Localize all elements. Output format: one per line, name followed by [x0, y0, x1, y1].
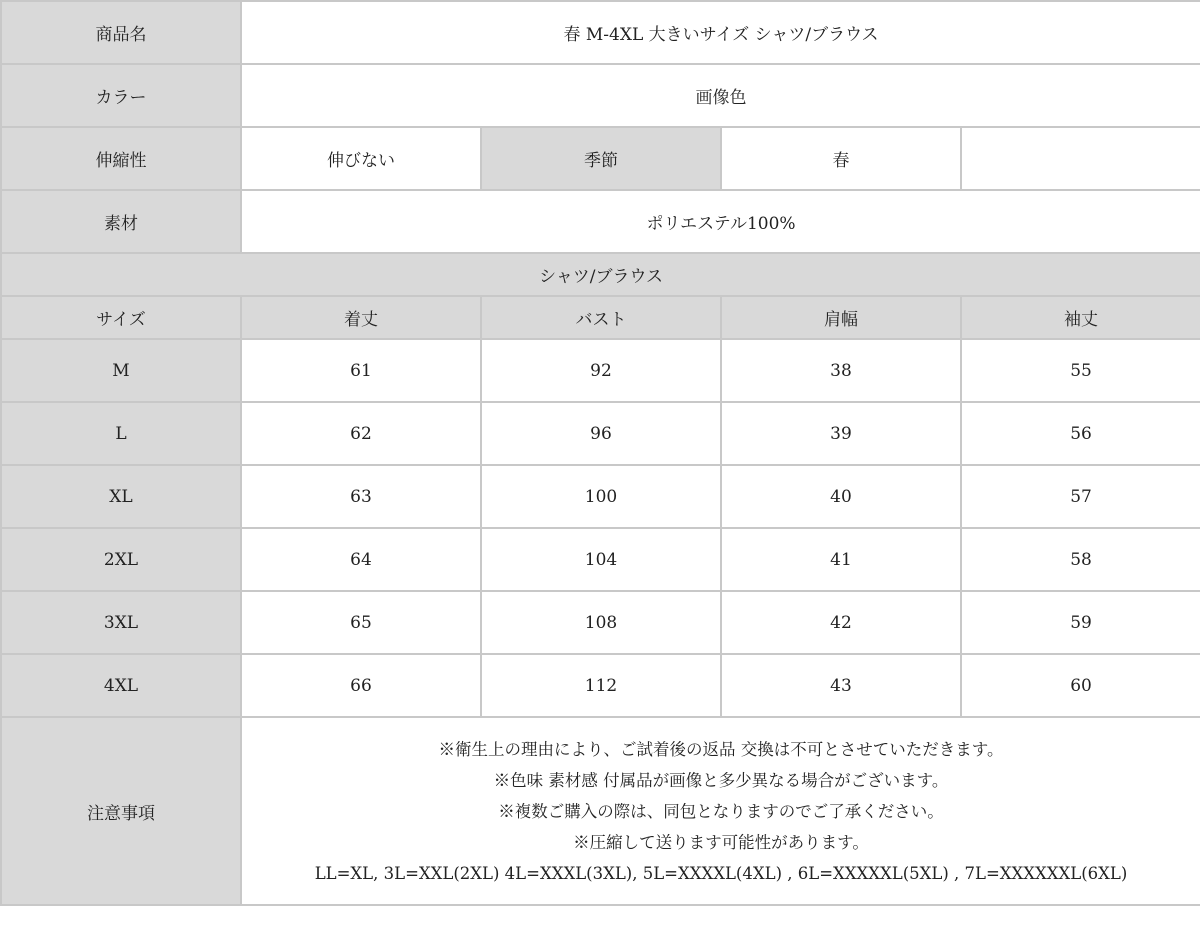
header-size: サイズ [1, 296, 241, 339]
size-table-title: シャツ/ブラウス [1, 253, 1200, 296]
header-shoulder: 肩幅 [721, 296, 961, 339]
sleeve-cell: 59 [961, 591, 1200, 654]
shoulder-cell: 38 [721, 339, 961, 402]
shoulder-cell: 42 [721, 591, 961, 654]
product-name-value: 春 M-4XL 大きいサイズ シャツ/ブラウス [241, 1, 1200, 64]
bust-cell: 100 [481, 465, 721, 528]
material-label: 素材 [1, 190, 241, 253]
bust-cell: 96 [481, 402, 721, 465]
sleeve-cell: 57 [961, 465, 1200, 528]
table-row [1, 402, 1200, 465]
length-cell: 62 [241, 402, 481, 465]
length-cell: 63 [241, 465, 481, 528]
color-label: カラー [1, 64, 241, 127]
shoulder-cell: 41 [721, 528, 961, 591]
table-row [1, 528, 1200, 591]
color-value: 画像色 [241, 64, 1200, 127]
notes-row [1, 717, 1200, 905]
table-row [1, 465, 1200, 528]
size-conversion-line: LL=XL, 3L=XXL(2XL) 4L=XXXL(3XL), 5L=XXXXL(4XL) , 6L=XXXXXL(5XL) , 7L=XXXXXXL(6XL) [314, 863, 1128, 883]
note-line: ※複数ご購入の際は、同包となりますのでご了承ください。 [498, 801, 944, 821]
product-name-row [1, 1, 1200, 64]
shoulder-cell: 43 [721, 654, 961, 717]
size-header-row [1, 296, 1200, 339]
bust-cell: 104 [481, 528, 721, 591]
bust-cell: 108 [481, 591, 721, 654]
season-label: 季節 [481, 127, 721, 190]
shoulder-cell: 40 [721, 465, 961, 528]
notes-body [241, 717, 1200, 905]
material-row [1, 190, 1200, 253]
table-row [1, 654, 1200, 717]
header-bust: バスト [481, 296, 721, 339]
shoulder-cell: 39 [721, 402, 961, 465]
product-name-label: 商品名 [1, 1, 241, 64]
bust-cell: 112 [481, 654, 721, 717]
material-value: ポリエステル100% [241, 190, 1200, 253]
table-row [1, 591, 1200, 654]
stretch-season-row [1, 127, 1200, 190]
length-cell: 64 [241, 528, 481, 591]
stretch-value: 伸びない [241, 127, 481, 190]
table-row [1, 339, 1200, 402]
sleeve-cell: 60 [961, 654, 1200, 717]
stretch-label: 伸縮性 [1, 127, 241, 190]
size-cell: L [1, 402, 241, 465]
header-length: 着丈 [241, 296, 481, 339]
sleeve-cell: 56 [961, 402, 1200, 465]
notes-label: 注意事項 [1, 717, 241, 905]
empty-cell [961, 127, 1200, 190]
color-row [1, 64, 1200, 127]
bust-cell: 92 [481, 339, 721, 402]
size-cell: 4XL [1, 654, 241, 717]
note-line: ※衛生上の理由により、ご試着後の返品 交換は不可とさせていただきます。 [438, 739, 1004, 759]
size-cell: 2XL [1, 528, 241, 591]
size-cell: 3XL [1, 591, 241, 654]
season-value: 春 [721, 127, 961, 190]
sleeve-cell: 58 [961, 528, 1200, 591]
length-cell: 66 [241, 654, 481, 717]
sleeve-cell: 55 [961, 339, 1200, 402]
size-table-title-row [1, 253, 1200, 296]
note-line: ※圧縮して送ります可能性があります。 [573, 832, 869, 852]
length-cell: 61 [241, 339, 481, 402]
size-cell: M [1, 339, 241, 402]
length-cell: 65 [241, 591, 481, 654]
size-cell: XL [1, 465, 241, 528]
header-sleeve: 袖丈 [961, 296, 1200, 339]
note-line: ※色味 素材感 付属品が画像と多少異なる場合がございます。 [493, 770, 949, 790]
